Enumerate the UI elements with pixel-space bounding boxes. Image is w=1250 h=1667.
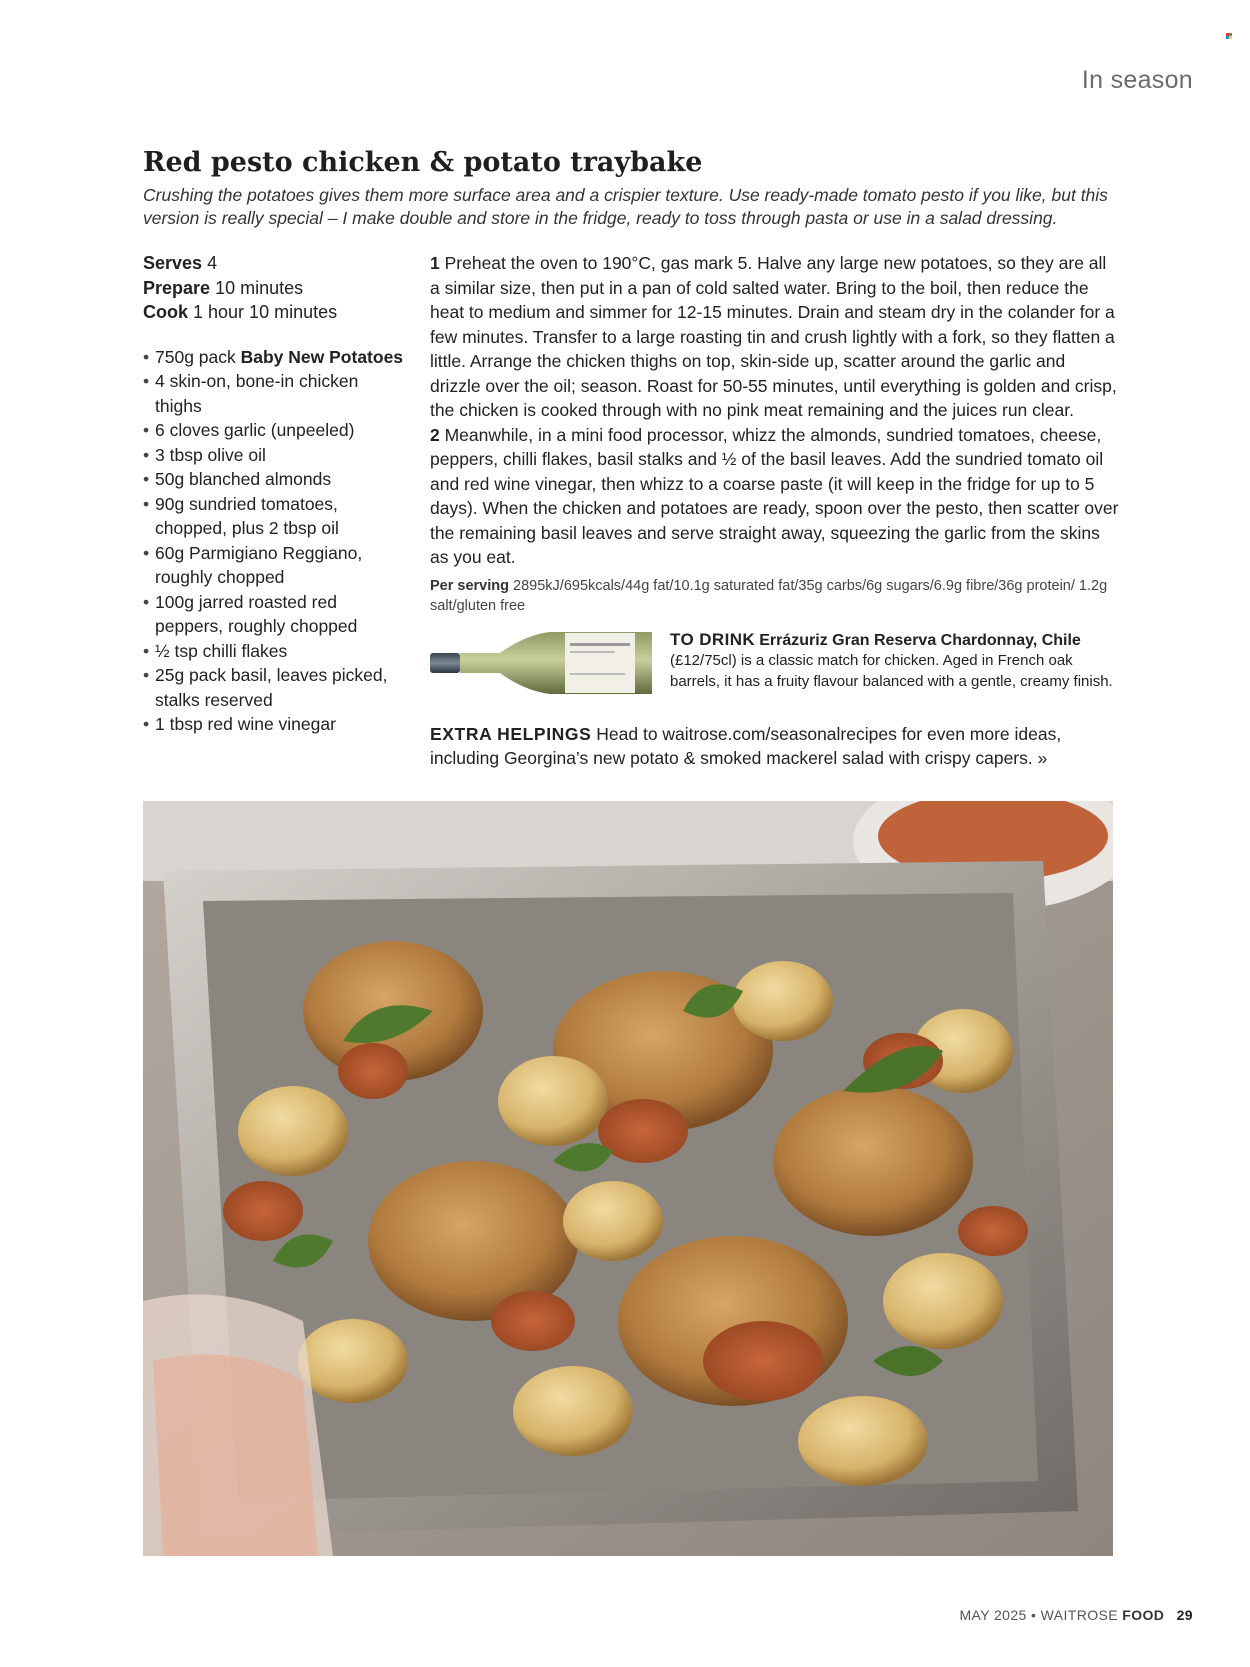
traybake-illustration <box>143 801 1113 1556</box>
nutrition-label: Per serving <box>430 577 509 594</box>
ingredient-item: • ½ tsp chilli flakes <box>143 639 405 664</box>
extra-helpings <box>430 722 1120 771</box>
ingredient-item: • 90g sundried tomatoes, chopped, plus 2 tbsp oil <box>143 492 405 541</box>
serves-label: Serves <box>143 253 203 273</box>
serves-value: 4 <box>207 253 218 273</box>
prepare-value: 10 minutes <box>215 277 304 298</box>
prepare-label: Prepare <box>143 277 211 298</box>
traybake-photo <box>143 801 1113 1556</box>
step-text: Preheat the oven to 190°C, gas mark 5. Halve any large new potatoes, so they are all a similar size, then put in a pan of cold salted water. Bring to the boil, then reduce the heat to medium and simmer for 12-15 minutes. Drain and steam dry in the colander for a few minutes. Transfer to a large roasting tin and crush lightly with a fork, so they flatten a little. Arrange the chicken thighs on top, skin-side up, scatter around the garlic and drizzle over the oil; season. Roast for 50-55 minutes, until everything is golden and crisp, the chicken is cooked through with no pink meat remaining and the juices run clear. <box>430 253 1117 420</box>
drink-heading: TO DRINK <box>670 629 756 649</box>
drink-text <box>670 630 1120 693</box>
method-step-2 <box>430 423 1120 570</box>
page-number: 29 <box>1176 1607 1193 1623</box>
footer-date: MAY 2025 <box>959 1607 1027 1623</box>
section-label: In season <box>1081 66 1193 94</box>
extra-text: Head to waitrose.com/seasonalrecipes for even more ideas, including Georgina’s new potato & smoked mackerel salad with crispy capers. » <box>430 723 1062 768</box>
drink-pairing <box>430 622 1120 714</box>
footer-brand-light: WAITROSE <box>1040 1607 1118 1623</box>
recipe-title: Red pesto chicken & potato traybake <box>143 147 703 178</box>
cook-value: 1 hour 10 minutes <box>193 302 338 322</box>
page-footer <box>959 1607 1193 1623</box>
ingredient-item: • 6 cloves garlic (unpeeled) <box>143 418 405 443</box>
cook-label: Cook <box>143 302 188 322</box>
prepare-line <box>143 276 405 301</box>
ingredient-item: • 25g pack basil, leaves picked, stalks reserved <box>143 663 405 712</box>
drink-wine-name: Errázuriz Gran Reserva Chardonnay, Chile <box>759 631 1081 649</box>
ingredient-item: • 60g Parmigiano Reggiano, roughly chopped <box>143 541 405 590</box>
footer-separator: • <box>1031 1607 1037 1623</box>
method-step-1 <box>430 251 1120 423</box>
extra-heading: EXTRA HELPINGS <box>430 723 592 744</box>
ingredients-list <box>143 345 405 737</box>
ingredient-item: • 100g jarred roasted red peppers, roughly chopped <box>143 590 405 639</box>
wine-bottle-image <box>430 629 652 697</box>
step-number: 2 <box>430 424 440 445</box>
step-number: 1 <box>430 253 440 273</box>
footer-brand-bold: FOOD <box>1122 1607 1165 1623</box>
ingredient-item: • 50g blanched almonds <box>143 467 405 492</box>
recipe-intro: Crushing the potatoes gives them more surface area and a crispier texture. Use ready-made tomato pesto if you like, but this version is really special – I make double and store in the fridge, ready to toss through pasta or use in a salad dressing. <box>143 185 1108 228</box>
step-text: Meanwhile, in a mini food processor, whizz the almonds, sundried tomatoes, cheese, peppers, chilli flakes, basil stalks and ½ of the basil leaves. Add the sundried tomato oil and red wine vinegar, then whizz to a coarse paste (it will keep in the fridge for up to 5 days). When the chicken and potatoes are ready, spoon over the pesto, then scatter over the remaining basil leaves and serve straight away, squeezing the garlic from the skins as you eat. <box>430 424 1119 567</box>
ingredient-item: • 1 tbsp red wine vinegar <box>143 712 405 737</box>
recipe-main <box>430 251 1120 771</box>
ingredient-item: • 750g pack Baby New Potatoes <box>143 345 405 370</box>
ingredient-item: • 4 skin-on, bone-in chicken thighs <box>143 369 405 418</box>
ingredient-item: • 3 tbsp olive oil <box>143 443 405 468</box>
corner-color-mark <box>1226 33 1233 40</box>
serves-line <box>143 251 405 276</box>
nutrition-value: 2895kJ/695kcals/44g fat/10.1g saturated fat/35g carbs/6g sugars/6.9g fibre/36g protein/ 1.2g salt/gluten free <box>430 577 1108 614</box>
cook-line <box>143 300 405 325</box>
method-steps <box>430 251 1120 570</box>
nutrition-info <box>430 576 1120 616</box>
recipe-sidebar <box>143 251 405 737</box>
drink-description: (£12/75cl) is a classic match for chicken. Aged in French oak barrels, it has a fruity flavour balanced with a gentle, creamy finish. <box>670 652 1113 690</box>
